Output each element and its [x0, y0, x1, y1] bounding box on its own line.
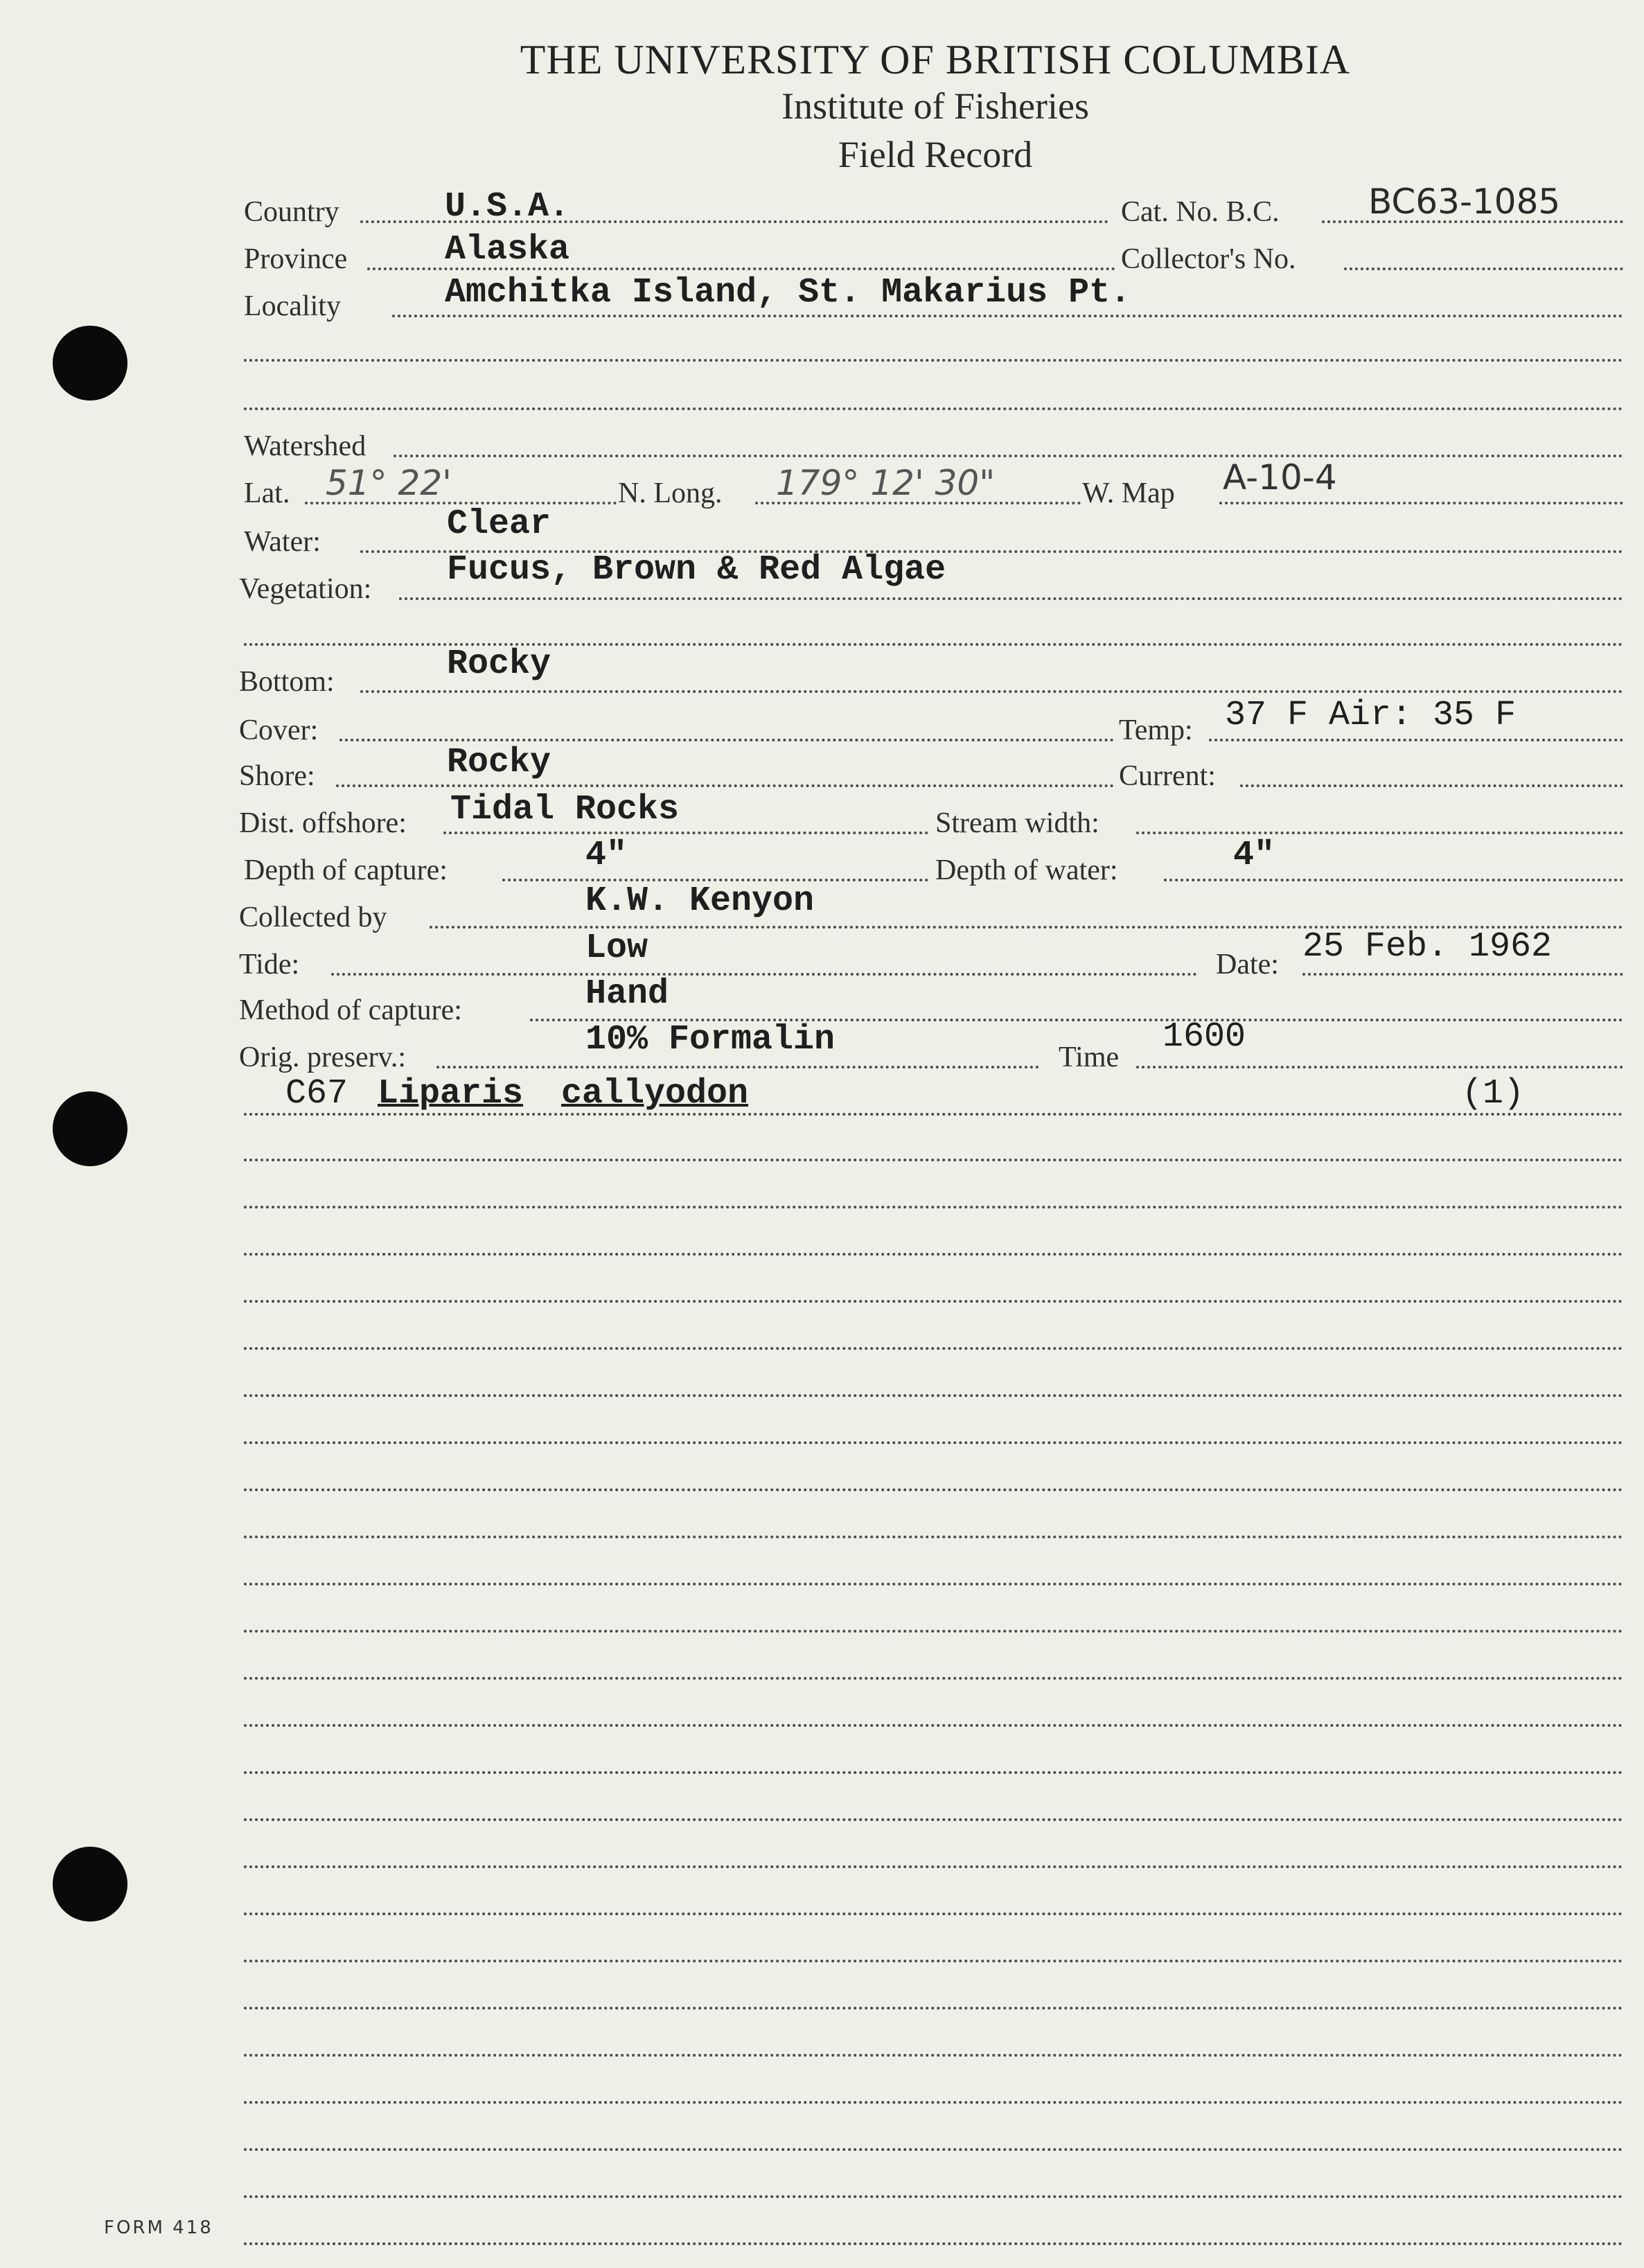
blank-line	[244, 407, 1623, 410]
lat-value: 51° 22'	[326, 463, 452, 503]
cover-label: Cover:	[239, 714, 319, 746]
blank-line	[244, 2054, 1623, 2057]
blank-line	[244, 1300, 1623, 1303]
time-label: Time	[1059, 1041, 1120, 1073]
dist-offshore-value: Tidal Rocks	[450, 790, 680, 829]
vegetation-label: Vegetation:	[239, 573, 372, 605]
blank-line	[244, 1630, 1623, 1633]
record-type-title: Field Record	[838, 134, 1033, 175]
specimen-count: (1)	[1462, 1074, 1525, 1114]
tide-value: Low	[585, 929, 648, 968]
blank-line	[244, 1441, 1623, 1444]
date-label: Date:	[1216, 949, 1279, 981]
depth-of-water-line	[1164, 879, 1623, 881]
time-line	[1136, 1066, 1623, 1069]
blank-line	[244, 1488, 1623, 1491]
institute-subtitle: Institute of Fisheries	[781, 85, 1089, 127]
water-label: Water:	[244, 526, 321, 558]
shore-line	[336, 784, 1114, 787]
date-line	[1302, 973, 1623, 976]
blank-line	[244, 1913, 1623, 1915]
orig-preserv-value: 10% Formalin	[585, 1020, 836, 1060]
time-value: 1600	[1163, 1017, 1246, 1057]
specimen-genus: Liparis	[378, 1074, 524, 1114]
blank-line	[244, 2007, 1623, 2010]
punch-hole-middle	[53, 1091, 127, 1166]
punch-hole-top	[53, 326, 127, 401]
blank-line	[244, 2242, 1623, 2245]
vegetation-value: Fucus, Brown & Red Algae	[447, 550, 946, 590]
locality-value: Amchitka Island, St. Makarius Pt.	[445, 273, 1131, 313]
current-line	[1240, 784, 1623, 787]
collectors-no-line	[1344, 267, 1623, 270]
blank-line	[244, 359, 1623, 362]
depth-of-capture-label: Depth of capture:	[244, 854, 448, 886]
long-value: 179° 12' 30"	[776, 463, 996, 503]
punch-hole-bottom	[53, 1847, 127, 1922]
depth-of-water-label: Depth of water:	[935, 854, 1118, 886]
blank-line	[244, 1677, 1623, 1680]
cover-line	[339, 739, 1114, 741]
locality-line	[392, 315, 1623, 317]
blank-line	[244, 1253, 1623, 1256]
country-value: U.S.A.	[445, 187, 570, 227]
depth-of-water-value: 4"	[1233, 836, 1275, 875]
blank-line	[244, 1536, 1623, 1538]
temp-label: Temp:	[1119, 714, 1193, 746]
blank-line	[244, 1347, 1623, 1350]
blank-line	[244, 1394, 1623, 1397]
country-label: Country	[244, 196, 339, 228]
watershed-line	[394, 455, 1623, 457]
orig-preserv-label: Orig. preserv.:	[239, 1041, 407, 1073]
shore-value: Rocky	[447, 743, 551, 782]
specimen-code: C67	[285, 1074, 348, 1114]
blank-line	[244, 1865, 1623, 1868]
method-of-capture-value: Hand	[585, 974, 669, 1014]
vegetation-line	[399, 597, 1623, 600]
shore-label: Shore:	[239, 760, 315, 792]
blank-line	[244, 2148, 1623, 2151]
blank-line	[244, 1583, 1623, 1585]
cat-no-label: Cat. No. B.C.	[1121, 196, 1280, 228]
blank-line	[244, 2101, 1623, 2104]
blank-line	[244, 1159, 1623, 1161]
tide-line	[331, 973, 1197, 976]
bottom-value: Rocky	[447, 644, 551, 684]
bottom-line	[360, 690, 1623, 693]
blank-line	[244, 1771, 1623, 1774]
blank-line	[244, 1206, 1623, 1208]
depth-of-capture-value: 4"	[585, 836, 628, 875]
stream-width-label: Stream width:	[935, 807, 1099, 839]
current-label: Current:	[1119, 760, 1216, 792]
form-number: FORM 418	[104, 2217, 213, 2238]
blank-line	[244, 1960, 1623, 1962]
collected-by-value: K.W. Kenyon	[585, 881, 815, 921]
specimen-species: callyodon	[561, 1074, 749, 1114]
stream-width-line	[1136, 832, 1623, 834]
w-map-label: W. Map	[1082, 477, 1175, 509]
n-long-label: N. Long.	[618, 477, 723, 509]
dist-offshore-line	[443, 832, 928, 834]
collected-by-label: Collected by	[239, 902, 387, 933]
institution-title: THE UNIVERSITY OF BRITISH COLUMBIA	[520, 37, 1351, 82]
province-value: Alaska	[445, 230, 570, 270]
bottom-label: Bottom:	[239, 666, 335, 698]
water-value: Clear	[447, 504, 551, 544]
temp-value: 37 F Air: 35 F	[1225, 696, 1517, 735]
method-of-capture-label: Method of capture:	[239, 994, 462, 1026]
blank-line	[244, 1724, 1623, 1727]
map-line	[1219, 502, 1623, 504]
temp-line	[1209, 739, 1623, 741]
lat-label: Lat.	[244, 477, 290, 509]
province-label: Province	[244, 243, 348, 275]
dist-offshore-label: Dist. offshore:	[239, 807, 407, 839]
watershed-label: Watershed	[244, 430, 366, 462]
tide-label: Tide:	[239, 949, 300, 981]
locality-label: Locality	[244, 290, 341, 322]
blank-line	[244, 2195, 1623, 2198]
date-value: 25 Feb. 1962	[1302, 927, 1553, 967]
map-value: A-10-4	[1223, 457, 1337, 498]
collectors-no-label: Collector's No.	[1121, 243, 1296, 275]
cat-no-value: BC63-1085	[1368, 182, 1561, 222]
blank-line	[244, 1818, 1623, 1821]
orig-preserv-line	[436, 1066, 1039, 1069]
